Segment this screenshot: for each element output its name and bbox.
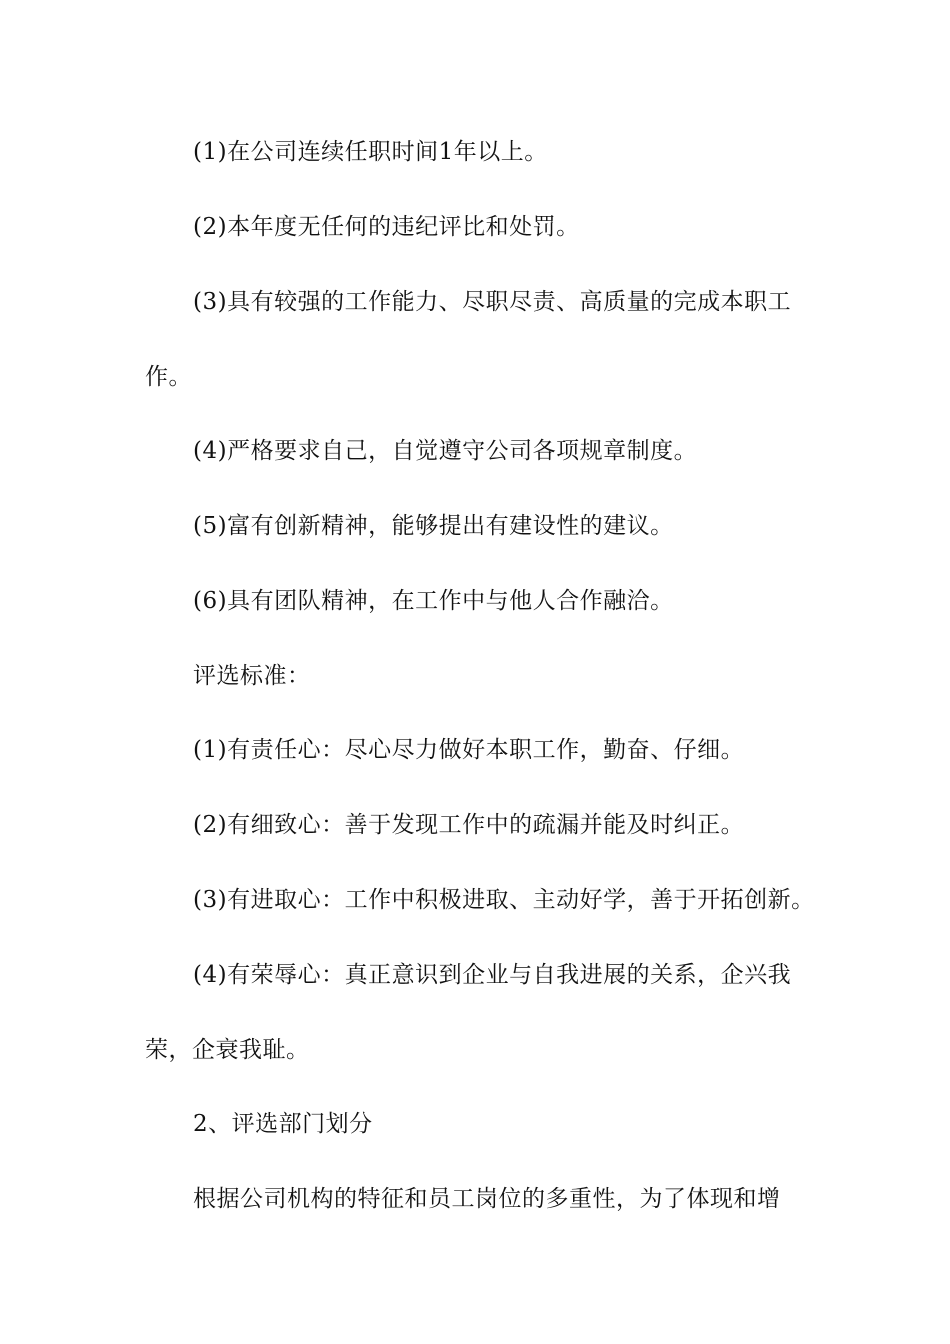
standard-item-1: (1)有责任心：尽心尽力做好本职工作，勤奋、仔细。 [193, 737, 745, 763]
criteria-item-6: (6)具有团队精神，在工作中与他人合作融洽。 [193, 588, 674, 614]
standard-item-2: (2)有细致心：善于发现工作中的疏漏并能及时纠正。 [193, 812, 745, 838]
standard-item-4: (4)有荣辱心：真正意识到企业与自我进展的关系，企兴我 [193, 962, 792, 988]
paragraph-department-division: 根据公司机构的特征和员工岗位的多重性，为了体现和增 [193, 1186, 781, 1212]
section-heading-standards: 评选标准： [193, 663, 311, 689]
standard-item-3: (3)有进取心：工作中积极进取、主动好学，善于开拓创新。 [193, 887, 815, 913]
standard-item-4-continuation: 荣，企衰我耻。 [145, 1037, 310, 1063]
criteria-item-5: (5)富有创新精神，能够提出有建设性的建议。 [193, 513, 674, 539]
criteria-item-3-continuation: 作。 [145, 364, 192, 390]
criteria-item-2: (2)本年度无任何的违纪评比和处罚。 [193, 214, 580, 240]
criteria-item-1: (1)在公司连续任职时间1年以上。 [193, 139, 548, 165]
criteria-item-3: (3)具有较强的工作能力、尽职尽责、高质量的完成本职工 [193, 289, 792, 315]
section-heading-department-division: 2、评选部门划分 [193, 1111, 373, 1137]
criteria-item-4: (4)严格要求自己，自觉遵守公司各项规章制度。 [193, 438, 698, 464]
